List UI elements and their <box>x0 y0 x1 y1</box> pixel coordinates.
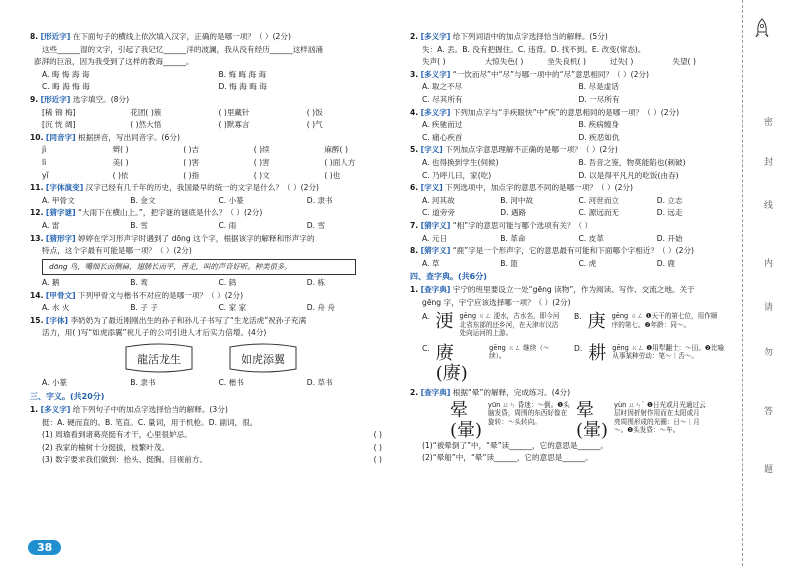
margin-char: 请 <box>764 303 774 313</box>
fill-blank[interactable]: ( )害 <box>183 157 200 167</box>
answer-options <box>422 259 735 269</box>
question-text: “鹿”字是一个形声字，它的意思最有可能和下面哪个字相近？（ ）(2分) <box>452 246 695 256</box>
margin-char: 内 <box>764 259 774 269</box>
question-number: 5. <box>410 145 419 155</box>
question-text: 下列加点字与“手疾眼快”中“疾”的意思相同的是哪一项？（ ）(2分) <box>452 107 680 117</box>
sub-item-text: (1) 周瑜看到诸葛亮挺有才干，心里很妒忌。 <box>42 430 192 440</box>
margin-char: 密 <box>764 118 774 128</box>
question-number: 1. <box>410 285 419 295</box>
option-extra[interactable]: D. 遇路 <box>500 208 527 218</box>
question-number: 15. <box>30 315 44 325</box>
dict-char: 晕(暈) <box>450 399 483 441</box>
question-text: 李奶奶为了最近刚刚出生的孙子和孙儿子书写了“生龙活虎”祝孙子充满 <box>70 315 307 325</box>
fill-blank[interactable]: ( )续 <box>253 145 270 155</box>
question-text: 下列选项中，加点字的意思不同的是哪一项？（ ）(2分) <box>445 183 633 193</box>
section-heading: 三、字义。(共20分) <box>30 392 105 402</box>
dict-def: gēng ㄍㄥ 继续（～续）。 <box>489 343 550 361</box>
dict-char: 庚 <box>587 311 606 333</box>
word-item[interactable]: 坐失良机( ) <box>547 57 586 67</box>
char-group: [沉 恍 阔] <box>42 120 76 130</box>
word-items <box>422 57 735 67</box>
dictionary-options <box>410 310 735 388</box>
sub-item-text: (2) 我家的榆树十分挺拔，枝繁叶茂。 <box>42 442 170 452</box>
question-r5 <box>410 145 735 155</box>
question-text-cont: 活力，用( )写“如虎添翼”祝儿子的公司引进人才后实力倍增。(4分) <box>42 328 267 338</box>
dict-def: gēng ㄍㄥ ❶用犁翻土：～田。❷比喻从事某种劳动：笔～｜舌～。 <box>612 343 725 361</box>
fill-blank[interactable]: ( )文 <box>253 170 270 180</box>
option-b[interactable]: B. 篮 <box>500 258 518 268</box>
seal-text-1: 龍活龙生 <box>137 353 181 367</box>
pinyin: yǐ <box>42 170 49 180</box>
question-number: 1. <box>30 405 39 415</box>
question-tag: [多义字] <box>420 32 451 41</box>
dict-char: 晕(暈) <box>576 399 609 441</box>
fill-question[interactable]: (1)“被晕倒了”中，“晕”读______，它的意思是______。 <box>422 440 608 450</box>
answer-options <box>42 278 395 288</box>
dict-option-a[interactable] <box>422 312 562 338</box>
question-tag: [形近字] <box>40 32 71 41</box>
answer-options <box>42 303 395 313</box>
question-number: 8. <box>410 246 419 256</box>
fill-blank[interactable]: ( )默寡言 <box>218 120 250 130</box>
option-letter: A. <box>422 312 430 322</box>
option-b[interactable]: B. 金文 <box>130 195 156 205</box>
question-text: 选字填空。(8分) <box>72 94 130 104</box>
fill-blank[interactable]: ( )气 <box>306 120 323 130</box>
question-tag: [字体] <box>45 315 69 325</box>
option-extra[interactable]: C. 源远而无 <box>578 208 620 218</box>
question-r7 <box>410 221 735 231</box>
option-b[interactable]: B. 尽是虚话 <box>578 82 619 92</box>
option-c[interactable]: C. 鸫 <box>218 278 237 288</box>
question-text: “相”字的意思可能与哪个选项有关？（ ） <box>452 220 593 230</box>
answer-options <box>422 196 735 206</box>
left-column <box>30 32 395 468</box>
question-13 <box>30 234 395 244</box>
sub-item <box>42 430 382 440</box>
question-number: 10. <box>30 132 44 142</box>
option-c[interactable]: C. 乃呼儿曰，家(吃) <box>422 170 492 180</box>
definition: 失：A. 丢。B. 没有把握住。C. 违背。D. 找不到。E. 改变(常态)。 <box>422 44 646 54</box>
question-9 <box>30 95 395 105</box>
option-c[interactable]: C. 晦 海 悔 诲 <box>42 82 90 92</box>
fill-blank[interactable]: 辫( ) <box>112 145 129 155</box>
dict-char: 赓(赓) <box>435 342 468 384</box>
dict-option-b[interactable] <box>574 312 724 338</box>
sub-item <box>42 455 382 465</box>
option-d[interactable]: D. 立志 <box>656 195 683 205</box>
dictionary-question-1 <box>410 285 735 295</box>
question-sentence: 澎湃的巨浪，因为我受到了这样的教诲______。 <box>34 57 194 67</box>
question-10 <box>30 133 395 143</box>
question-text: “大雨下在横山上。”，把字谜的谜底是什么？（ ）(2分) <box>78 208 263 218</box>
option-c[interactable]: C. 河世而立 <box>578 195 620 205</box>
fill-blank[interactable]: 美( ) <box>112 157 129 167</box>
dict-def: gēng ㄍㄥ 浭水，古水名，即今河北省东部的还乡河，在天津市汉沽处向运河的上游。 <box>459 312 560 338</box>
margin-char: 封 <box>764 158 774 168</box>
question-text-cont: 特点，这个字最有可能是哪一项？（ ）(2分) <box>42 246 192 256</box>
dict-entry-2 <box>576 401 706 441</box>
question-number: 14. <box>30 290 44 300</box>
answer-options <box>422 133 735 143</box>
option-b[interactable]: B. 河中故 <box>500 195 534 205</box>
question-text: 宇宁的班里要设立一处“gēng 读物”，作为阅读、写作、交流之地。关于 <box>452 285 695 295</box>
word-item[interactable]: 失望( ) <box>672 57 696 67</box>
sub-item-text: (3) 数字要求我们做到：抬头、挺胸、目视前方。 <box>42 455 208 465</box>
question-number: 2. <box>410 32 419 41</box>
option-b[interactable]: B. 子 子 <box>130 303 158 313</box>
calligraphy-scroll-2 <box>224 341 302 375</box>
pinyin-row <box>42 145 395 155</box>
option-a[interactable]: A. 水 火 <box>42 303 70 313</box>
question-text: 在下面句子的横线上依次填入汉字，正确的是哪一项？（ ）(2分) <box>72 32 291 41</box>
option-d[interactable]: D. 舟 舟 <box>306 303 336 313</box>
answer-options <box>422 171 735 181</box>
option-a[interactable]: A. 甲骨文 <box>42 195 75 205</box>
pinyin-row <box>42 171 395 181</box>
question-tag: [字体演变] <box>45 183 84 193</box>
fill-question[interactable]: (2)“晕船”中，“晕”读______，它的意思是______。 <box>422 453 593 463</box>
option-c[interactable]: C. 家 家 <box>218 303 247 313</box>
dictionary-question-2 <box>410 388 735 398</box>
option-d[interactable]: D. 隶书 <box>306 195 333 205</box>
answer-options <box>42 378 395 388</box>
question-text: 婷婷在学习形声字时遇到了 dōng 这个字，根据该字的解释和形声字的 <box>78 233 315 243</box>
right-column <box>410 32 735 466</box>
answer-options <box>422 158 735 168</box>
question-text: 下列甲骨文与楷书不对应的是哪一项？（ ）(2分) <box>78 290 244 300</box>
option-c[interactable]: C. 虎 <box>578 258 597 268</box>
question-r4 <box>410 108 735 118</box>
question-tag: [猜字义] <box>420 246 451 256</box>
definition: 挺：A. 硬而直的。B. 笔直。C. 量词，用于机枪。D. 副词，很。 <box>42 417 258 427</box>
question-sentence: 这些______湿的文字，引起了我记忆______洋的波澜，我从没有经历______这样汹涌 <box>42 44 323 54</box>
question-r2 <box>410 32 735 42</box>
question-number: 2. <box>410 387 419 397</box>
section-heading: 四、查字典。(共6分) <box>410 272 487 282</box>
option-c[interactable]: C. 痛心疾首 <box>422 132 463 142</box>
fill-blank[interactable]: ( )吉 <box>183 145 200 155</box>
page-number: 38 <box>28 540 61 555</box>
word-item[interactable]: 大惊失色( ) <box>484 57 524 67</box>
answer-options <box>42 221 395 231</box>
binding-margin <box>742 0 793 566</box>
question-text: 汉字已经有几千年的历史，我国最早的统一的文字是什么？（ ）(2分) <box>85 183 320 193</box>
fill-blank[interactable]: ( )饭 <box>306 107 323 117</box>
margin-char: 线 <box>764 201 774 211</box>
option-a[interactable]: A. 鹅 <box>42 278 60 288</box>
fill-blank[interactable]: ( )害 <box>253 157 270 167</box>
option-c[interactable]: C. 尽其所有 <box>422 94 463 104</box>
question-12 <box>30 208 395 218</box>
dict-entry-1 <box>450 401 570 441</box>
option-extra[interactable]: C. 道旁旁 <box>422 208 455 218</box>
dict-option-c[interactable] <box>422 344 562 384</box>
question-tag: [多义字] <box>420 107 451 117</box>
option-b[interactable]: B. 鸾 <box>130 278 148 288</box>
question-number: 3. <box>410 69 419 79</box>
dict-char: 浭 <box>435 311 454 333</box>
margin-char: 勿 <box>764 348 774 358</box>
dict-def: gēng ㄍㄥ ❶天干的第七位，用作顺序的第七。❷年龄：同～。 <box>611 312 718 329</box>
question-text: 给下列词语中的加点字选择恰当的解释。(5分) <box>452 32 608 41</box>
question-r6 <box>410 183 735 193</box>
question-r8 <box>410 246 735 256</box>
seal-text-2: 如虎添翼 <box>241 353 285 367</box>
option-b[interactable]: B. 雪 <box>130 220 148 230</box>
option-d[interactable]: D. 一尽所有 <box>578 94 620 104</box>
question-number: 9. <box>30 94 39 104</box>
question-number: 11. <box>30 183 44 193</box>
option-a[interactable]: A. 小篆 <box>42 378 68 388</box>
answer-options <box>422 95 735 105</box>
fill-row <box>42 108 395 118</box>
option-extra[interactable]: D. 远走 <box>656 208 683 218</box>
answer-bracket[interactable]: ( ) <box>373 430 382 440</box>
option-a[interactable]: A. 雷 <box>42 220 60 230</box>
answer-options <box>42 70 395 80</box>
option-letter: B. <box>574 312 582 322</box>
question-tag: [字义] <box>420 145 443 155</box>
question-15 <box>30 316 395 326</box>
answer-options <box>42 196 395 206</box>
question-number: 7. <box>410 220 419 230</box>
margin-char: 答 <box>764 407 774 417</box>
question-11 <box>30 183 395 193</box>
question-text: 下列加点字意思理解不正确的是哪一项？（ ）(2分) <box>445 145 618 155</box>
question-tag: [猜字谜] <box>45 208 76 218</box>
question-r3 <box>410 70 735 80</box>
question-tag: [查字典] <box>420 285 451 295</box>
option-d[interactable]: D. 草书 <box>306 378 333 388</box>
option-d[interactable]: D. 疾恶如仇 <box>578 132 620 142</box>
option-b[interactable]: B. 革命 <box>500 233 526 243</box>
fill-blank[interactable]: 花团( )簇 <box>130 107 162 117</box>
rocket-icon <box>755 18 769 40</box>
option-b[interactable]: B. 悔 晦 海 诲 <box>218 69 267 79</box>
option-b[interactable]: B. 隶书 <box>130 378 156 388</box>
fill-blank[interactable]: ( )指 <box>183 170 200 180</box>
question-tag: [同音字] <box>45 132 76 142</box>
fill-blank[interactable]: ( )里藏针 <box>218 107 250 117</box>
option-d[interactable]: D. 悔 海 晦 诲 <box>218 82 267 92</box>
pinyin: jì <box>42 145 47 155</box>
question-number: 13. <box>30 233 44 243</box>
question-tag: [字义] <box>420 183 443 193</box>
pinyin: lì <box>42 157 47 167</box>
option-c[interactable]: C. 小篆 <box>218 195 244 205</box>
answer-options <box>422 120 735 130</box>
definition-box: dōng 鸟，嘴细长而侧扁，翅膀长而平，善走，叫的声音好听。种类很多。 <box>42 259 356 275</box>
answer-options <box>422 234 735 244</box>
question-tag: [多义字] <box>420 69 451 79</box>
option-a[interactable]: A. 河其故 <box>422 195 455 205</box>
question-14 <box>30 291 395 301</box>
fill-row <box>42 120 395 130</box>
answer-options <box>42 82 395 92</box>
answer-bracket[interactable]: ( ) <box>373 455 382 465</box>
calligraphy-scroll-1 <box>120 341 198 375</box>
question-text-cont: gēng 字，宇宁应该选择哪一项？（ ）(2分) <box>422 297 571 307</box>
option-letter: D. <box>574 343 583 353</box>
fill-blank[interactable]: ( )面人方 <box>324 157 356 167</box>
option-d[interactable]: D. 鹿 <box>656 258 676 268</box>
option-b[interactable]: B. 吾音之鉴，物莫能陷也(刺破) <box>578 157 686 167</box>
word-item[interactable]: 过失( ) <box>609 57 634 67</box>
question-text: “一饮而尽”中“尽”与哪一项中的“尽”意思相同？（ ）(2分) <box>452 69 649 79</box>
option-a[interactable]: A. 晦 悔 海 诲 <box>42 69 90 79</box>
option-c[interactable]: C. 楷书 <box>218 378 244 388</box>
margin-char: 题 <box>764 465 774 475</box>
option-c[interactable]: C. 皮革 <box>578 233 604 243</box>
question-number: 6. <box>410 183 419 193</box>
option-d[interactable]: D. 以是得平凡凡的吃饭(由吞) <box>578 170 679 180</box>
option-b[interactable]: B. 疾病缠身 <box>578 120 619 130</box>
dict-option-d[interactable] <box>574 344 724 384</box>
option-a[interactable]: A. 元日 <box>422 233 448 243</box>
calligraphy-samples <box>120 341 395 375</box>
sub-item <box>42 443 382 453</box>
dict-char: 耕 <box>588 342 607 364</box>
dict-def: yūn ㄩㄣ 昏迷：～倒。❶头脑发昏，周围的东西好像在旋转：～头转向。 <box>488 400 570 426</box>
option-a[interactable]: A. 疾驰而过 <box>422 120 463 130</box>
option-a[interactable]: A. 取之不尽 <box>422 82 463 92</box>
question-number: 4. <box>410 107 419 117</box>
answer-options <box>422 82 735 92</box>
question-text: 根据“晕”的解释，完成练习。(4分) <box>452 387 571 397</box>
question-tag: [形近字] <box>40 94 71 104</box>
dictionary-entries <box>450 401 735 441</box>
question-number: 12. <box>30 208 44 218</box>
question-tag: [甲骨文] <box>45 290 76 300</box>
dict-def: yùn ㄩㄣˋ ❶日光或月光通过云层时因折射作用而在太阳或月亮周围形成的光圈：日～｜月～。❷头发昏：～车。 <box>614 400 706 435</box>
question-text: 给下列句子中的加点字选择恰当的解释。(3分) <box>72 405 228 415</box>
option-c[interactable]: C. 雨 <box>218 220 237 230</box>
answer-bracket[interactable]: ( ) <box>373 442 382 452</box>
pinyin-row <box>42 158 395 168</box>
fill-blank[interactable]: 麻醉( ) <box>324 145 348 155</box>
char-group: [稀 锦 梅] <box>42 107 76 117</box>
option-letter: C. <box>422 343 430 353</box>
answer-options <box>422 208 735 218</box>
question-number: 8. <box>30 32 39 41</box>
fill-blank[interactable]: ( )然大悟 <box>130 120 162 130</box>
fill-blank[interactable]: ( )依 <box>112 170 129 180</box>
question-tag: [查字典] <box>420 387 451 397</box>
question-tag: [猜字义] <box>420 220 451 230</box>
option-d[interactable]: D. 雪 <box>306 220 326 230</box>
word-item[interactable]: 失声( ) <box>422 57 446 67</box>
question-tag: [多义字] <box>40 405 71 415</box>
section3-question-1 <box>30 405 395 415</box>
option-a[interactable]: A. 也得换到学生(伺候) <box>422 157 499 167</box>
question-8 <box>30 32 395 42</box>
option-a[interactable]: A. 草 <box>422 258 440 268</box>
question-text: 根据拼音，写出同音字。(6分) <box>78 132 180 142</box>
question-tag: [猜形字] <box>45 233 76 243</box>
option-d[interactable]: D. 栋 <box>306 278 326 288</box>
option-d[interactable]: D. 开始 <box>656 233 683 243</box>
fill-blank[interactable]: ( )也 <box>324 170 341 180</box>
